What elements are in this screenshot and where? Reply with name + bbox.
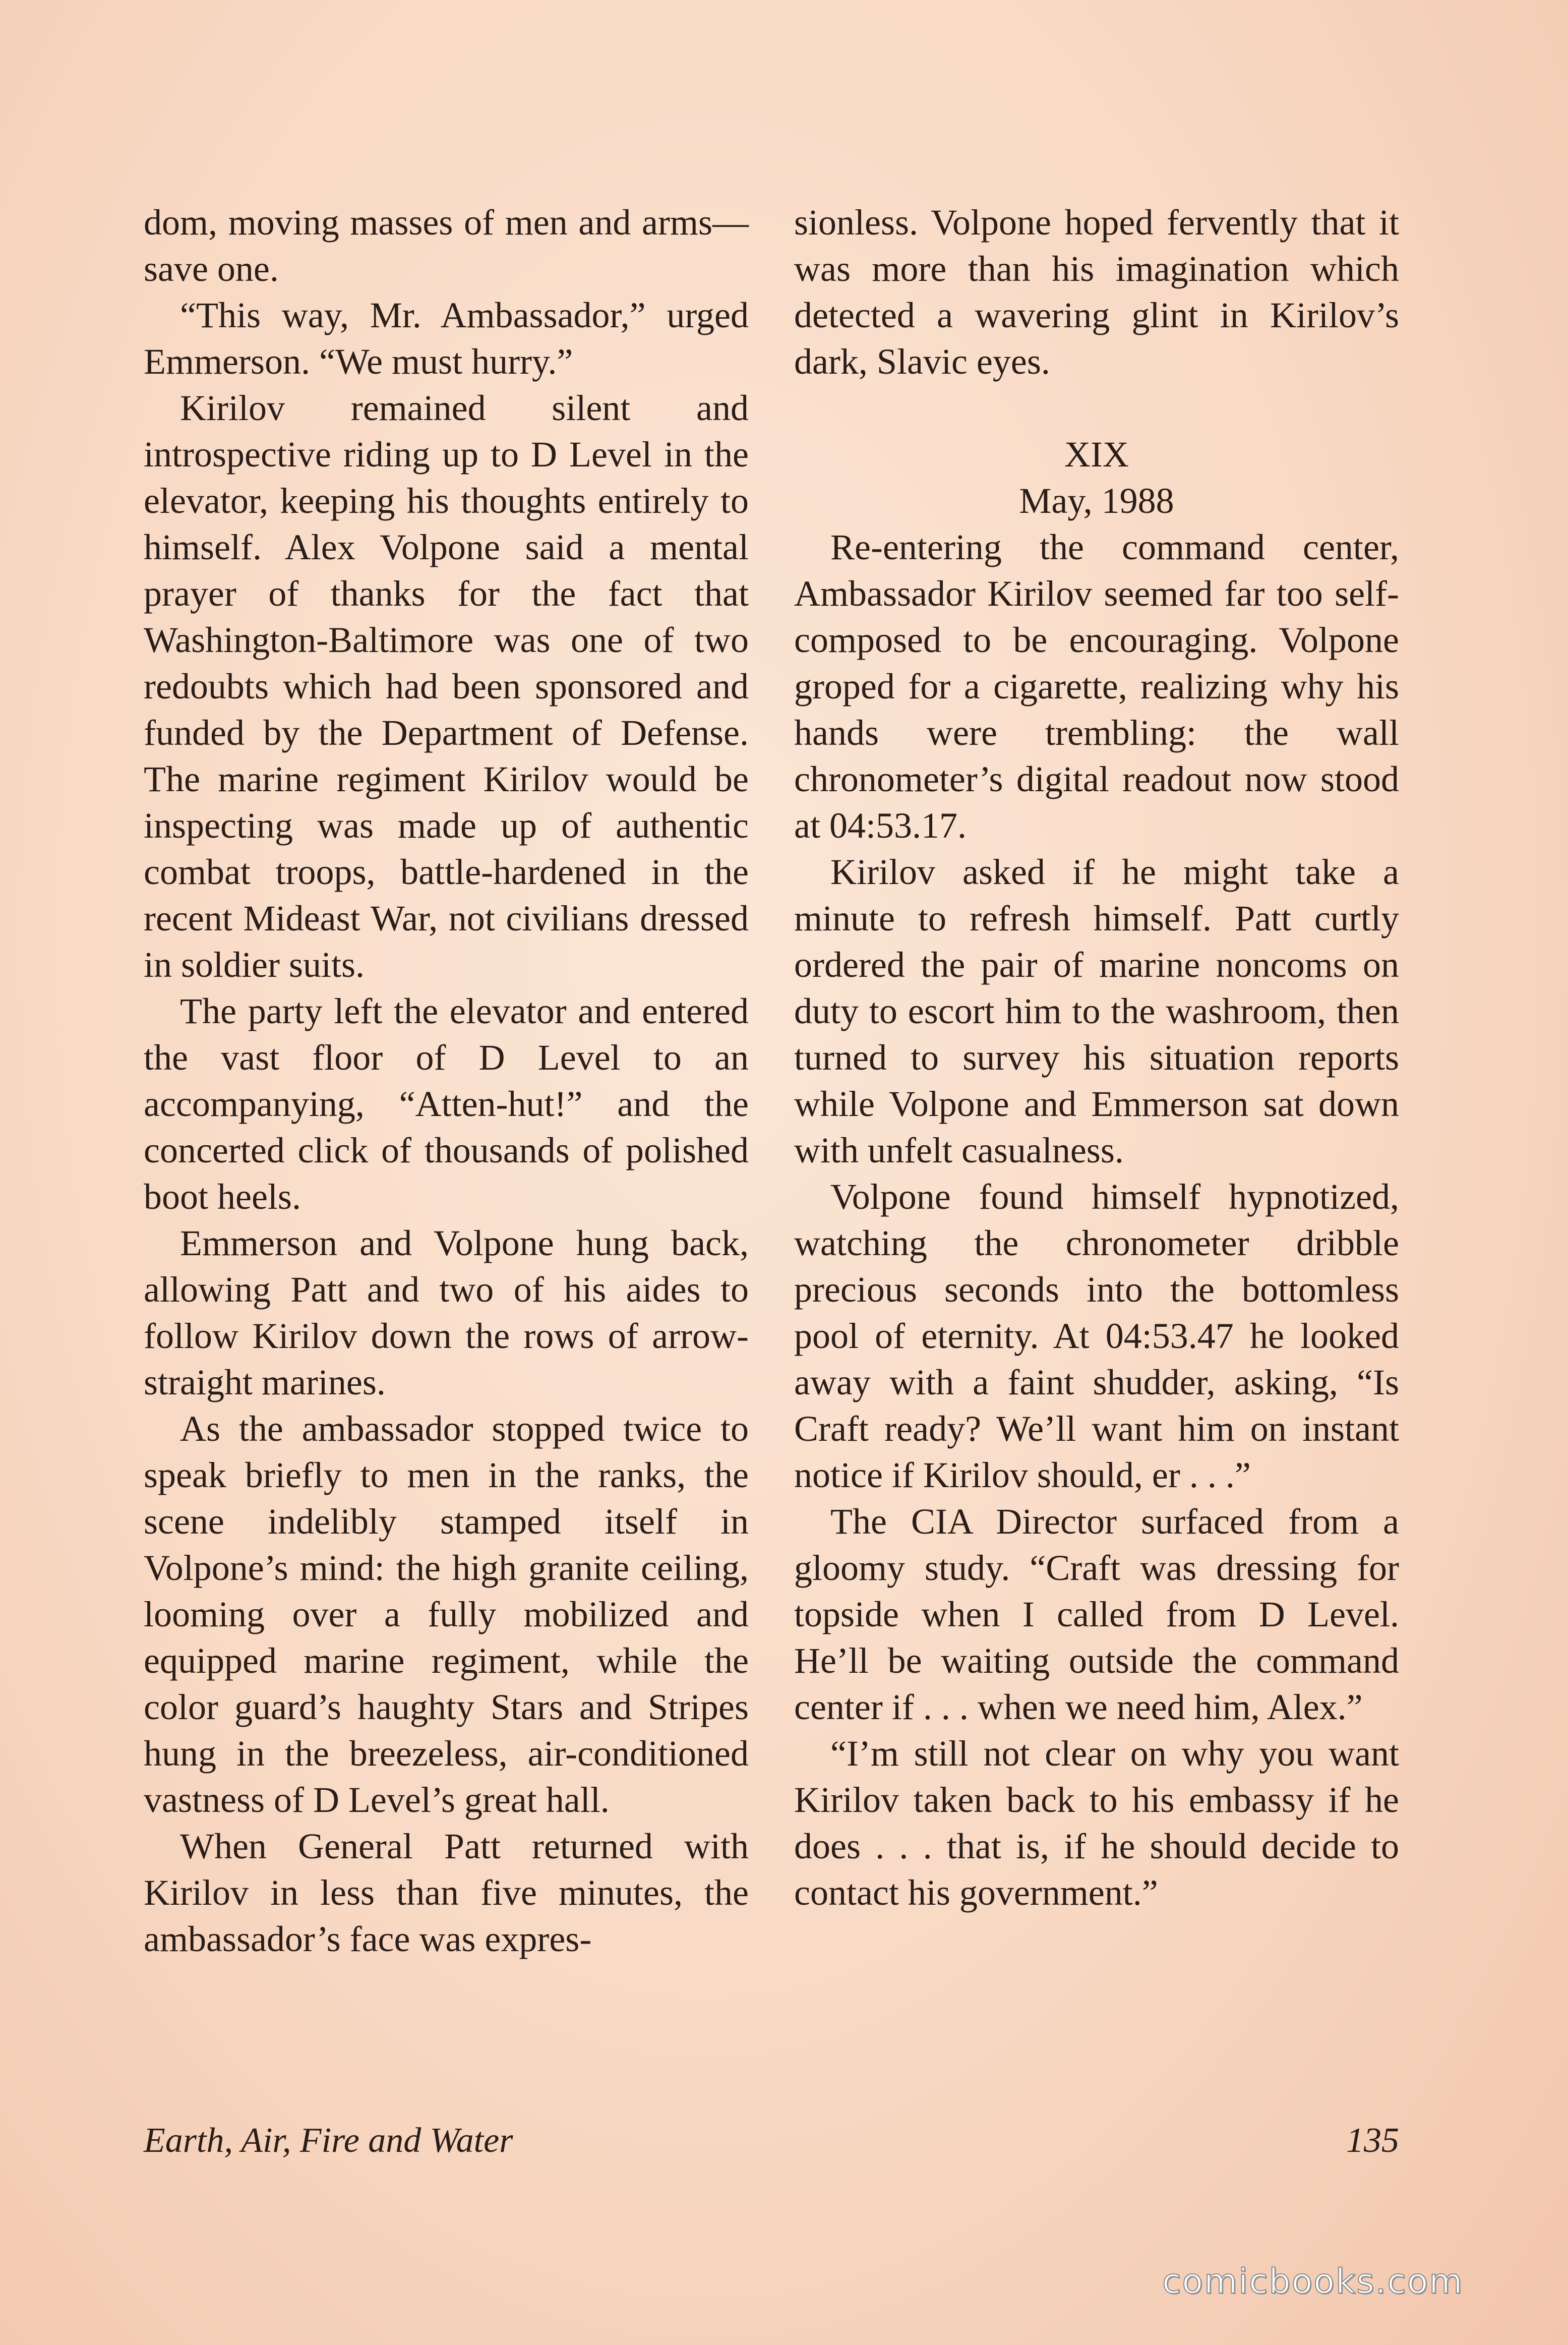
paragraph: As the ambassador stopped twice to speak briefly to men in the ranks, the scene indelibly stamped itself in Volpone’s mind: the high granite ceiling, looming over a fully mobilized and equipped marine regiment, while the color guard’s haughty Stars and Stripes hung in the breezeless, air-conditioned vastness of D Level’s great hall.: [144, 1409, 749, 1820]
paragraph: “This way, Mr. Ambassador,” urged Emmerson. “We must hurry.”: [144, 295, 749, 382]
paragraph: Emmerson and Volpone hung back, allowing Patt and two of his aides to follow Kirilov down the rows of arrow-straight marines.: [144, 1223, 749, 1402]
paragraph: dom, moving masses of men and arms—save one.: [144, 202, 749, 289]
chapter-number: XIX: [1064, 434, 1129, 475]
watermark: comicbooks.com: [1162, 2262, 1464, 2302]
paragraph: Kirilov remained silent and introspective riding up to D Level in the elevator, keeping his thoughts entirely to himself. Alex Volpone said a mental prayer of thanks for the fact that Washington-Baltimore was one of two redoubts which had been sponsored and funded by the Department of Defense. The marine regiment Kirilov would be inspecting was made up of authentic combat troops, battle-hardened in the recent Mideast War, not civilians dressed in soldier suits.: [144, 388, 749, 985]
paragraph: The party left the elevator and entered the vast floor of D Level to an accompanying, “Atten-hut!” and the concerted click of thousands of polished boot heels.: [144, 991, 749, 1217]
chapter-date: May, 1988: [1019, 481, 1174, 521]
page-number: 135: [1346, 2121, 1399, 2160]
paragraph: The CIA Director surfaced from a gloomy study. “Craft was dressing for topside when I called from D Level. He’ll be waiting outside the command center if . . . when we need him, Alex.”: [794, 1501, 1399, 1727]
paragraph: sionless. Volpone hoped fervently that it was more than his imagination which detected a wavering glint in Kirilov’s dark, Slavic eyes.: [794, 202, 1399, 382]
paragraph: Kirilov asked if he might take a minute to refresh himself. Patt curtly ordered the pair of marine noncoms on duty to escort him to the washroom, then turned to survey his situation reports while Volpone and Emmerson sat down with unfelt casualness.: [794, 852, 1399, 1170]
paragraph: “I’m still not clear on why you want Kirilov taken back to his embassy if he does . . . that is, if he should decide to contact his government.”: [794, 1733, 1399, 1913]
running-footer-title: Earth, Air, Fire and Water: [144, 2121, 513, 2160]
paragraph: When General Patt returned with Kirilov in less than five minutes, the ambassador’s face was expres-: [144, 1826, 749, 1959]
paragraph: Re-entering the command center, Ambassador Kirilov seemed far too self-composed to be encouraging. Volpone groped for a cigarette, realizing why his hands were trembling: the wall chronometer’s digital readout now stood at 04:53.17.: [794, 527, 1399, 846]
right-column: [794, 199, 1399, 1916]
paragraph: Volpone found himself hypnotized, watching the chronometer dribble precious seconds into the bottomless pool of eternity. At 04:53.47 he looked away with a faint shudder, asking, “Is Craft ready? We’ll want him on instant notice if Kirilov should, er . . .”: [794, 1177, 1399, 1495]
left-column: [144, 199, 749, 1962]
chapter-heading: [794, 431, 1399, 524]
